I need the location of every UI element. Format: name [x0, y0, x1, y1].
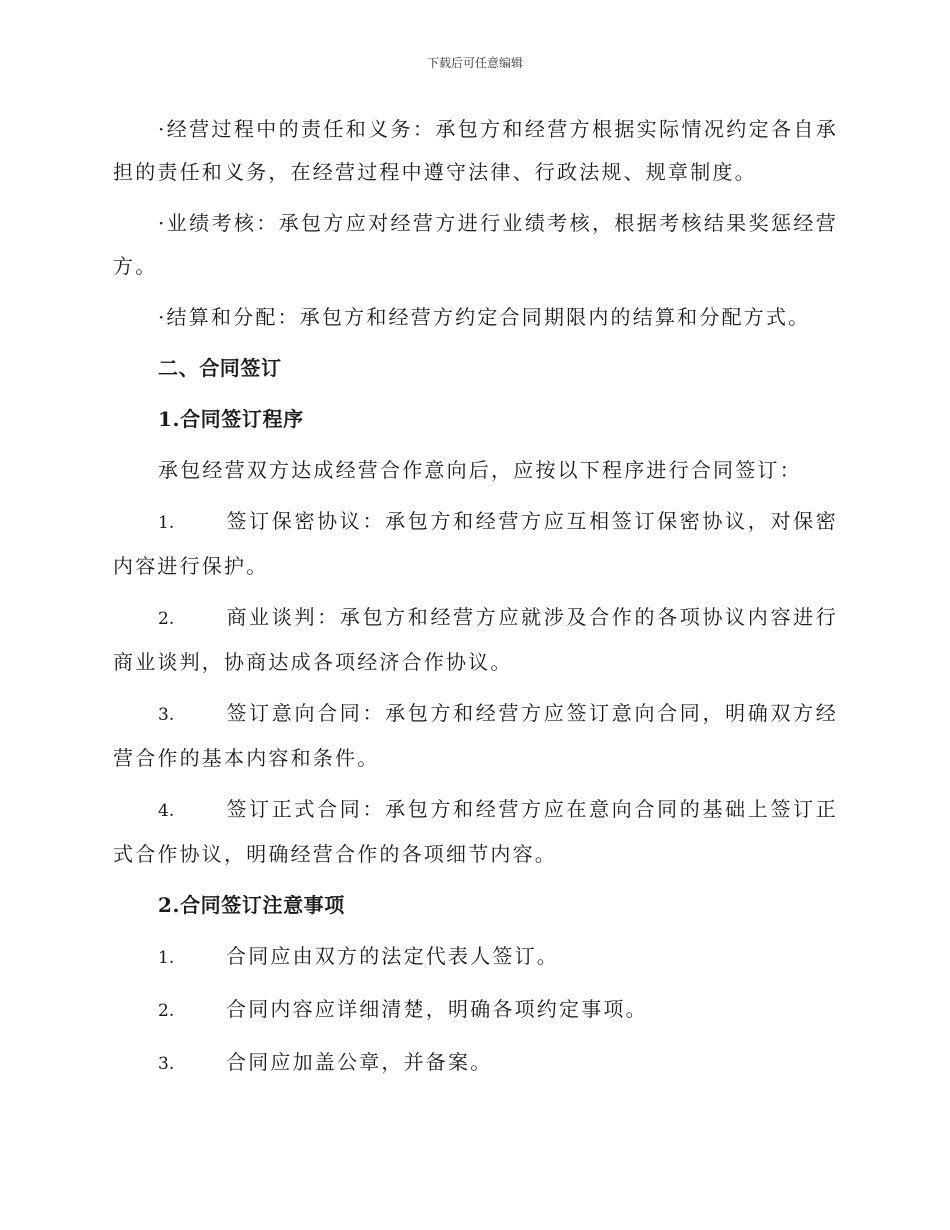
procedure-item-4 [113, 788, 838, 876]
item-number: 4. [158, 801, 175, 821]
item-number: 1. [158, 513, 175, 533]
notes-item-2 [113, 988, 838, 1033]
subheading-signing-procedure: 1.合同签订程序 [158, 407, 304, 431]
item-text: 合同应加盖公章，并备案。 [226, 1050, 493, 1074]
procedure-item-1 [113, 500, 838, 588]
bullet-responsibilities: ·经营过程中的责任和义务：承包方和经营方根据实际情况约定各自承担的责任和义务，在经营过程中遵守法律、行政法规、规章制度。 [113, 117, 838, 184]
item-text: 合同应由双方的法定代表人签订。 [226, 944, 559, 968]
subheading-signing-notes: 2.合同签订注意事项 [158, 893, 345, 917]
item-text: 商业谈判：承包方和经营方应就涉及合作的各项协议内容进行商业谈判，协商达成各项经济合作协议。 [113, 605, 838, 674]
bullet-performance: ·业绩考核：承包方应对经营方进行业绩考核，根据考核结果奖惩经营方。 [113, 211, 838, 278]
document-body [113, 108, 838, 1094]
page-header: 下载后可任意编辑 [426, 56, 523, 70]
procedure-item-3 [113, 692, 838, 780]
item-number: 1. [158, 948, 175, 968]
notes-item-3 [113, 1041, 838, 1086]
item-text: 签订保密协议：承包方和经营方应互相签订保密协议，对保密内容进行保护。 [113, 509, 838, 578]
item-number: 2. [158, 1001, 175, 1021]
section-heading-contract-signing: 二、合同签订 [158, 356, 282, 380]
item-number: 2. [158, 609, 175, 629]
bullet-settlement: ·结算和分配：承包方和经营方约定合同期限内的结算和分配方式。 [158, 305, 811, 329]
item-text: 合同内容应详细清楚，明确各项约定事项。 [226, 997, 648, 1021]
item-text: 签订意向合同：承包方和经营方应签订意向合同，明确双方经营合作的基本内容和条件。 [113, 701, 838, 770]
item-text: 签订正式合同：承包方和经营方应在意向合同的基础上签订正式合作协议，明确经营合作的各项细节内容。 [113, 797, 838, 866]
item-number: 3. [158, 1054, 175, 1074]
notes-item-1 [113, 935, 838, 980]
procedure-item-2 [113, 596, 838, 684]
item-number: 3. [158, 705, 175, 725]
procedure-intro: 承包经营双方达成经营合作意向后，应按以下程序进行合同签订： [158, 458, 802, 482]
